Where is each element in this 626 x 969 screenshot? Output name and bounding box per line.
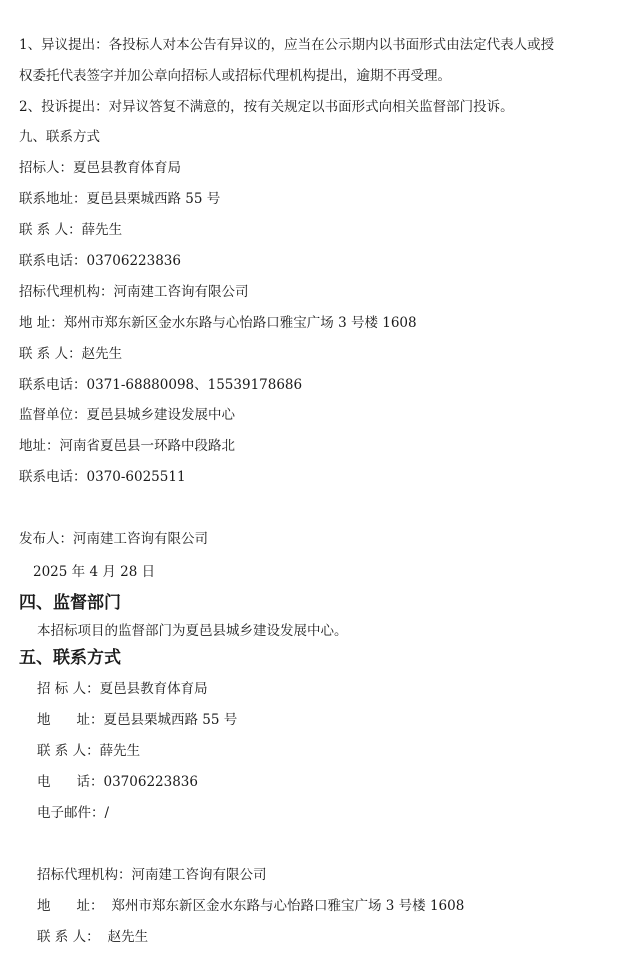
tenderer-phone-line: 联系电话：03706223836 bbox=[19, 253, 181, 269]
s5-agency-address-row bbox=[37, 897, 464, 915]
tenderer-address-line: 联系地址：夏邑县栗城西路 55 号 bbox=[19, 191, 221, 207]
s5-tenderer-row bbox=[37, 680, 208, 698]
s5-agency-contact-value: 赵先生 bbox=[107, 929, 149, 945]
section-5-title: 五、联系方式 bbox=[19, 648, 121, 668]
s5-address-label-1: 地 bbox=[37, 712, 51, 728]
s5-tenderer-value: 夏邑县教育体育局 bbox=[99, 681, 208, 697]
s5-phone-row bbox=[37, 773, 198, 791]
s5-phone-value: 03706223836 bbox=[103, 774, 198, 790]
s5-agency-row: 招标代理机构：河南建工咨询有限公司 bbox=[37, 867, 267, 883]
objection-line-2: 权委托代表签字并加公章向招标人或招标代理机构提出，逾期不再受理。 bbox=[19, 68, 451, 84]
publisher-line: 发布人：河南建工咨询有限公司 bbox=[19, 531, 208, 547]
s5-contact-row bbox=[37, 742, 140, 760]
s5-phone-label-2: 话： bbox=[76, 774, 104, 790]
s5-agency-address-value: 郑州市郑东新区金水东路与心怡路口雅宝广场 3 号楼 1608 bbox=[111, 898, 465, 914]
objection-line-1: 1、异议提出：各投标人对本公告有异议的，应当在公示期内以书面形式由法定代表人或授 bbox=[19, 37, 555, 53]
tenderer-contact-line: 联 系 人：薛先生 bbox=[19, 222, 123, 238]
s5-phone-label-1: 电 bbox=[37, 774, 51, 790]
s5-agency-contact-row bbox=[37, 928, 148, 946]
complaint-line: 2、投诉提出：对异议答复不满意的，按有关规定以书面形式向相关监督部门投诉。 bbox=[19, 99, 514, 115]
agency-contact-line: 联 系 人：赵先生 bbox=[19, 346, 123, 362]
section-4-title: 四、监督部门 bbox=[19, 593, 121, 613]
s5-address-row bbox=[37, 711, 237, 729]
s5-tenderer-label: 招 标 人： bbox=[37, 681, 100, 697]
s5-agency-address-label-2: 址： bbox=[76, 898, 104, 914]
publish-date: 2025 年 4 月 28 日 bbox=[33, 564, 156, 580]
supervisor-line: 监督单位：夏邑县城乡建设发展中心 bbox=[19, 407, 235, 423]
agency-phone-line: 联系电话：0371-68880098、15539178686 bbox=[19, 377, 303, 393]
s5-address-value: 夏邑县栗城西路 55 号 bbox=[103, 712, 238, 728]
s5-contact-label: 联 系 人： bbox=[37, 743, 100, 759]
agency-line: 招标代理机构：河南建工咨询有限公司 bbox=[19, 284, 249, 300]
s5-email-row: 电子邮件：/ bbox=[37, 805, 110, 821]
s5-address-label-2: 址： bbox=[76, 712, 104, 728]
tenderer-line: 招标人：夏邑县教育体育局 bbox=[19, 160, 181, 176]
agency-address-line: 地 址：郑州市郑东新区金水东路与心怡路口雅宝广场 3 号楼 1608 bbox=[19, 315, 417, 331]
supervisor-address-line: 地址：河南省夏邑县一环路中段路北 bbox=[19, 438, 235, 454]
s5-agency-contact-label: 联 系 人： bbox=[37, 929, 100, 945]
section-4-text: 本招标项目的监督部门为夏邑县城乡建设发展中心。 bbox=[37, 623, 348, 639]
supervisor-phone-line: 联系电话：0370-6025511 bbox=[19, 469, 186, 485]
s5-agency-address-label-1: 地 bbox=[37, 898, 51, 914]
s5-contact-value: 薛先生 bbox=[99, 743, 141, 759]
section-9-title: 九、联系方式 bbox=[19, 129, 100, 145]
